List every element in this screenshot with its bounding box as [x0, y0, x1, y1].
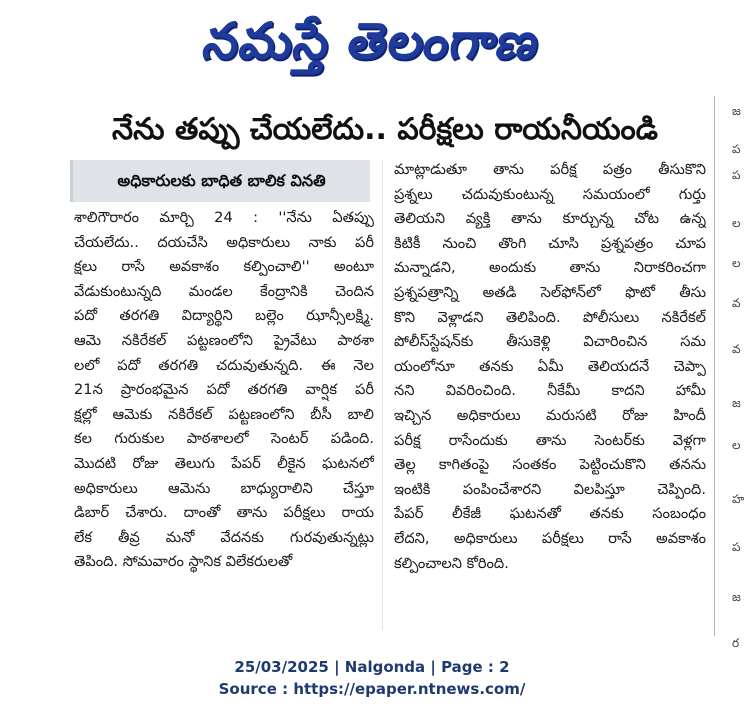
- article-body-line: వేడుకుంటున్నది మండల కేంద్రానికి చెందిన: [74, 282, 374, 300]
- article-body-line: కొని వెళ్లాడని తెలిపింది. పోలీసులు నకిరేకల్: [394, 308, 706, 326]
- edge-glyph: ప: [732, 142, 741, 156]
- edge-glyph: ల: [732, 216, 741, 230]
- article-body-line: ఇచ్చిన అధికారులు మరుసటి రోజు హిందీ: [394, 406, 706, 424]
- article-body-line: 21న ప్రారంభమైన పదో తరగతి వార్షిక పరీ: [74, 381, 374, 399]
- article-body-line: కిటికీ నుంచి తొంగి చూసి ప్రశ్నపత్రం చూప: [394, 234, 706, 252]
- article-body-line: శాలిగౌరారం మార్చి 24 : ''నేను ఏతప్పు: [74, 209, 374, 226]
- column-divider: [714, 96, 715, 636]
- article-subhead: అధికారులకు బాధిత బాలిక వినతి: [117, 171, 326, 190]
- article-body-line: పోలీస్‌స్టేషన్‌కు తీసుకెళ్లి విచారించిన సమ: [394, 333, 706, 351]
- edge-glyph: ర: [732, 636, 740, 650]
- article-body-right-column: [394, 158, 706, 576]
- article-body-line: లేదని, అధికారులు పరీక్షలు రాసే అవకాశం: [394, 529, 706, 547]
- edge-glyph: ల: [732, 256, 741, 270]
- article-body-line: అధికారులు ఆమెను బాధ్యురాలిని చేస్తూ: [74, 479, 374, 497]
- edge-glyph: ప: [732, 540, 741, 554]
- edge-glyph: వ: [732, 342, 741, 356]
- edge-glyph: వ: [732, 296, 741, 310]
- masthead-title: నమస్తే తెలంగాణ: [199, 12, 545, 70]
- article-body-line: మాట్లాడుతూ తాను పరీక్ష పత్రం తీసుకొని: [394, 161, 706, 178]
- edge-glyph: జ: [732, 104, 741, 118]
- edge-glyph: జ: [732, 396, 741, 410]
- article-body-line: మొదటి రోజు తెలుగు పేపర్ లీకైన ఘటనలో: [74, 454, 374, 472]
- edge-glyph: హ: [732, 492, 744, 506]
- article-body-line: పదో తరగతి విద్యార్థిని బల్లెం ఝాన్సీలక్ష్మి.: [74, 307, 374, 325]
- footer-source-line: Source : https://epaper.ntnews.com/: [218, 680, 526, 698]
- article-body-line: యంలోనూ తనకు ఏమీ తెలియదనే చెప్పా: [394, 357, 706, 375]
- edge-glyph: ల: [732, 438, 741, 452]
- article-body-line: తెలియని వ్యక్తి తాను కూర్చున్న చోట ఉన్న: [394, 210, 706, 228]
- article-body-line: డిబార్ చేశారు. దాంతో తాను పరీక్షలు రాయ: [74, 504, 374, 522]
- newspaper-masthead: [0, 4, 744, 80]
- article-body-line: మన్నాడని, అందుకు తాను నిరాకరించగా: [394, 259, 706, 277]
- article-body-line: తెల్ల కాగితంపై సంతకం పెట్టించుకొని తనను: [394, 456, 706, 474]
- article-headline: నేను తప్పు చేయలేదు.. పరీక్షలు రాయనీయండి: [112, 112, 658, 147]
- article-body-line: నని వివరించింది. నీకేమీ కాదని హామీ: [394, 382, 706, 400]
- article-body-line: లేక తీవ్ర మనో వేదనకు గురవుతున్నట్లు: [74, 528, 374, 546]
- article-body-line: క్షలు రాసే అవకాశం కల్పించాలి'' అంటూ: [74, 258, 374, 276]
- article-subhead-box: [70, 160, 370, 202]
- footer-date-line: 25/03/2025 | Nalgonda | Page : 2: [234, 658, 510, 676]
- article-body-line: పరీక్ష రాసేందుకు తాను సెంటర్‌కు వెళ్లగా: [394, 431, 706, 449]
- article-body-line: క్షల్లో ఆమెకు నకిరేకల్ పట్టణంలోని బీసీ బాలి: [74, 405, 374, 423]
- article-body-line: పేపర్ లీకేజీ ఘటనతో తనకు సంబంధం: [394, 505, 706, 523]
- article-body-line: కల్పించాలని కోరింది.: [394, 554, 509, 572]
- article-body-line: తెపింది. సోమవారం స్థానిక విలేకరులతో: [74, 553, 293, 571]
- edge-glyph: జ: [732, 590, 741, 604]
- article-body-line: లలో పదో తరగతి చదువుతున్నది. ఈ నెల: [74, 356, 374, 374]
- adjacent-article-edge: [726, 96, 744, 656]
- article-body-line: చేయలేదు.. దయచేసి అధికారులు నాకు పరీ: [74, 233, 374, 251]
- column-gutter: [382, 160, 383, 630]
- article-body-line: ఆమె నకిరేకల్ పట్టణంలోని ప్రైవేటు పాఠశా: [74, 331, 374, 349]
- article-body-left-column: [74, 206, 374, 575]
- article-body-line: ప్రశ్నలు చదువుకుంటున్న సమయంలో గుర్తు: [394, 185, 706, 203]
- edge-glyph: ప: [732, 168, 741, 182]
- article-body-line: కల గురుకుల పాఠశాలలో సెంటర్ పడింది.: [74, 430, 374, 448]
- article-body-line: ప్రశ్నపత్రాన్ని అతడి సెల్‌ఫోన్‌లో ఫొటో తీసు: [394, 283, 706, 301]
- article-body-line: ఇంటికి పంపించేశారని విలపిస్తూ చెప్పింది.: [394, 480, 706, 498]
